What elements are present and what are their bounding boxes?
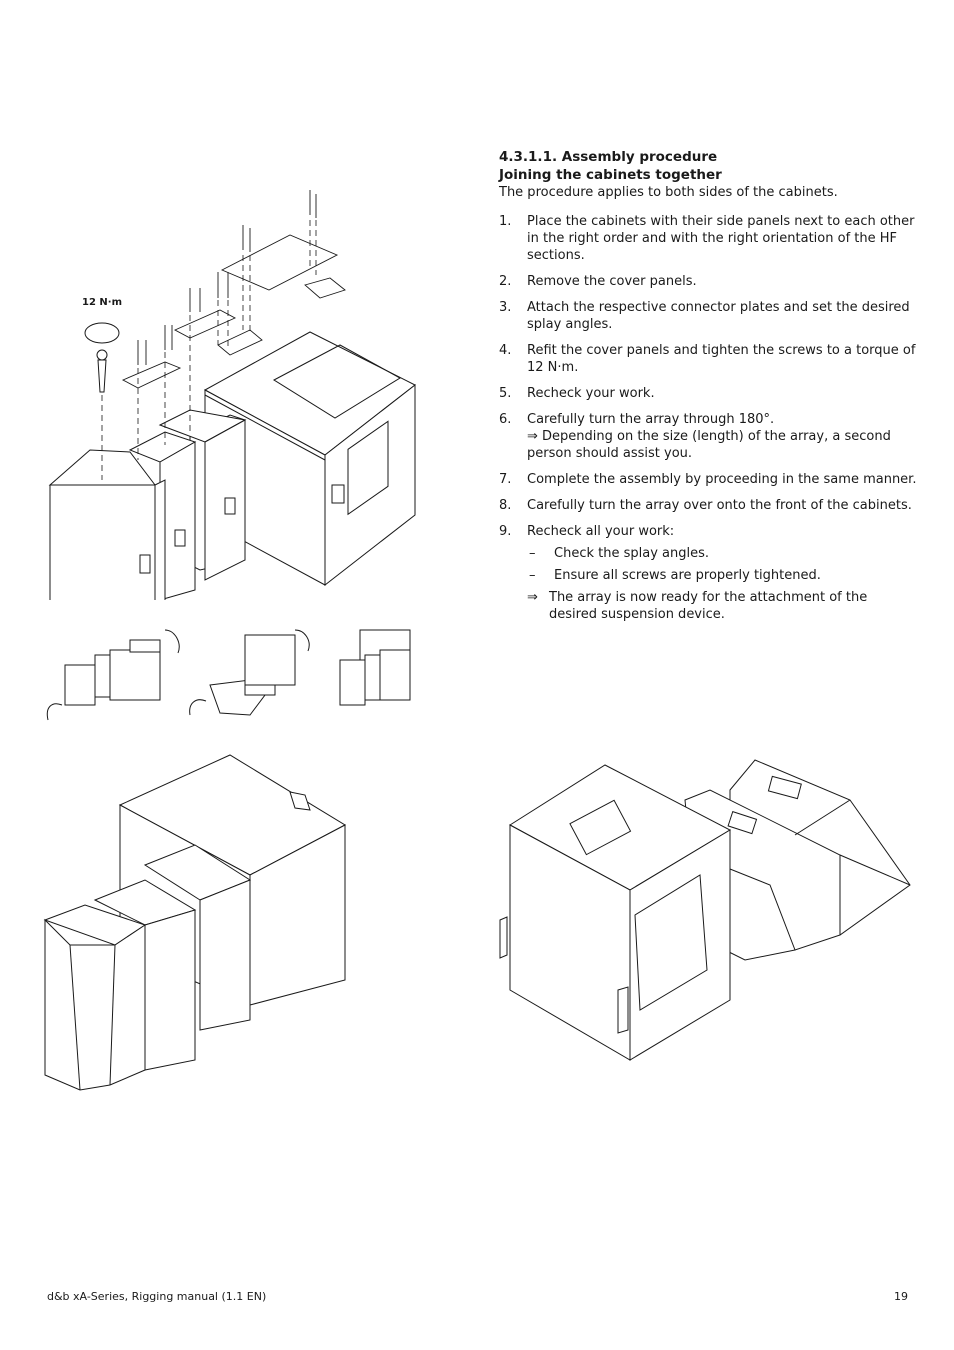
steps-list [499, 213, 919, 623]
rotation-step-2-drawing [190, 630, 309, 715]
list-item: 8. Carefully turn the array over onto the front of the cabinets. [499, 498, 912, 513]
cabinet-1-drawing [50, 450, 165, 600]
exploded-assembly-figure [40, 180, 440, 600]
rotation-step-1-drawing [47, 630, 179, 720]
footer-title: d&b xA-Series, Rigging manual (1.1 EN) [47, 1290, 267, 1303]
list-item: – Check the splay angles. [529, 546, 709, 561]
result-note: ⇒ The array is now ready for the attachment of the desired suspension device. [527, 590, 868, 622]
rotation-sequence-figure [40, 625, 420, 730]
list-item: 3. Attach the respective connector plates and set the desired splay angles. [499, 300, 910, 332]
step-note: Depending on the size (length) of the array, a second person should assist you. [527, 429, 891, 461]
result-arrow-icon: ⇒ [527, 429, 538, 444]
list-item: 7. Complete the assembly by proceeding in the same manner. [499, 472, 917, 487]
torque-screw-drawing [85, 323, 119, 392]
rotation-step-3-drawing [340, 630, 410, 705]
list-item: 4. Refit the cover panels and tighten the screws to a torque of 12 N·m. [499, 343, 916, 375]
list-item: – Ensure all screws are properly tightened. [529, 568, 821, 583]
array-on-front-figure [495, 755, 915, 1065]
intro-text: The procedure applies to both sides of the cabinets. [499, 185, 838, 200]
substeps-list [527, 545, 919, 584]
result-arrow-icon: ⇒ [527, 590, 538, 605]
page-number: 19 [894, 1290, 908, 1303]
assembled-array-front-figure [40, 750, 350, 1095]
list-item: 1. Place the cabinets with their side panels next to each other in the right order and with the right orientation of the HF sections. [499, 214, 915, 263]
torque-label: 12 N·m [82, 297, 122, 308]
section-subtitle: Joining the cabinets together [499, 167, 722, 183]
list-item: 2. Remove the cover panels. [499, 274, 697, 289]
list-item: 9. Recheck all your work: – Check the splay angles. – Ensure all screws are properly tightened. ⇒ The array is now ready for the attachment of the desired suspension device. [499, 523, 919, 623]
list-item: 5. Recheck your work. [499, 386, 655, 401]
instruction-text [499, 148, 919, 632]
assembled-cabinet-1-drawing [45, 905, 145, 1090]
list-item: 6. Carefully turn the array through 180°. ⇒ Depending on the size (length) of the array, a second person should assist you. [499, 412, 891, 461]
section-heading: 4.3.1.1. Assembly procedure [499, 149, 718, 165]
